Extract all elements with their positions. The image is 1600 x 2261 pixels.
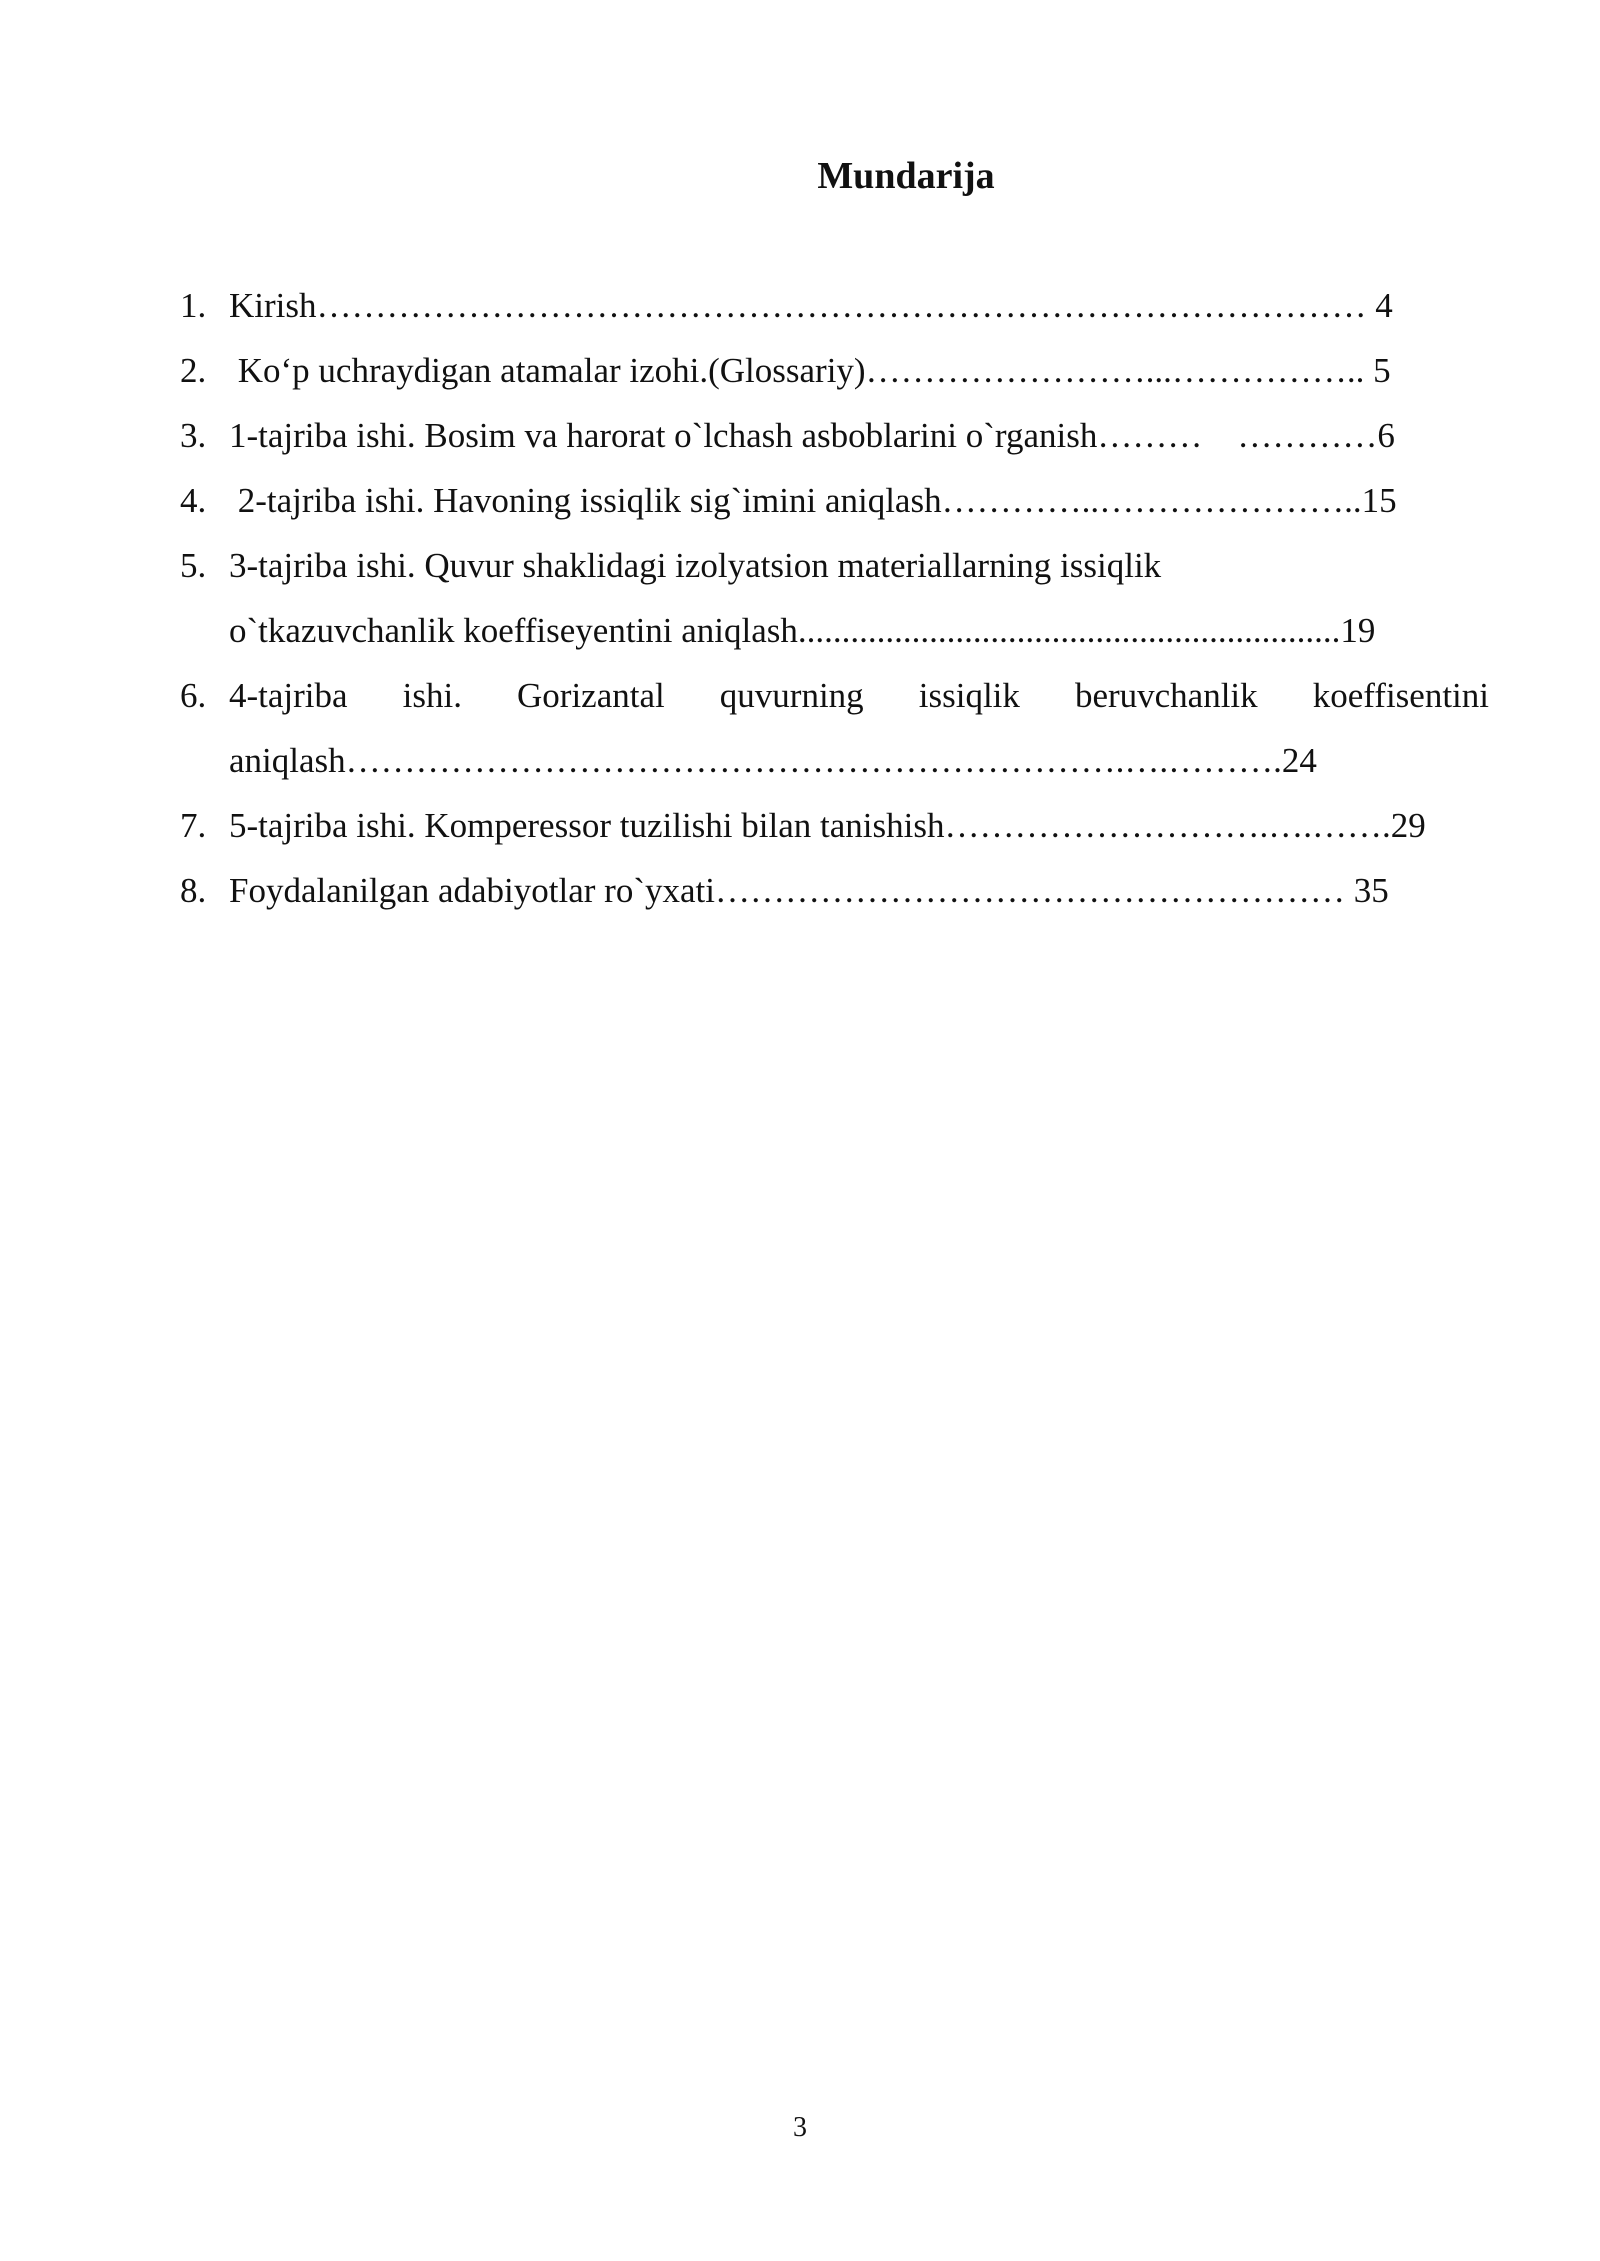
toc-item-number: 4.	[180, 481, 207, 520]
toc-item-number: 2.	[180, 351, 207, 390]
toc-word: koeffisentini	[1312, 676, 1489, 715]
toc-item-text: 3-tajriba ishi. Quvur shaklidagi izolyatsion materiallarning issiqlik	[229, 546, 1162, 585]
toc-item-number: 6.	[180, 676, 207, 715]
toc-item-6	[180, 670, 229, 722]
toc-item-text: Kirish……………………………………………………………………………… 4	[229, 286, 1393, 325]
toc-item-6-justified-text	[229, 670, 1489, 722]
toc-item-text: Foydalanilgan adabiyotlar ro`yxati……………………………………………… 35	[229, 871, 1389, 910]
toc-item-7	[180, 800, 1426, 852]
toc-item-3	[180, 410, 1395, 462]
toc-item-6-continuation: aniqlash………………………………………………………….….……….24	[229, 741, 1317, 780]
toc-word: beruvchanlik	[1074, 676, 1258, 715]
toc-word: issiqlik	[918, 676, 1020, 715]
toc-item-text: Ko‘p uchraydigan atamalar izohi.(Glossariy)……………………...…………….. 5	[229, 351, 1391, 390]
toc-item-text: 5-tajriba ishi. Komperessor tuzilishi bilan tanishish……………………….….…….29	[229, 806, 1426, 845]
toc-word: Gorizantal	[517, 676, 665, 715]
toc-item-text: 2-tajriba ishi. Havoning issiqlik sig`imini aniqlash…………..…………………..15	[229, 481, 1397, 520]
toc-item-number: 8.	[180, 871, 207, 910]
toc-item-1	[180, 280, 1393, 332]
toc-item-number: 1.	[180, 286, 207, 325]
toc-item-5	[180, 540, 1161, 592]
page-title: Mundarija	[817, 155, 995, 197]
toc-item-2	[180, 345, 1391, 397]
toc-word: 4-tajriba	[229, 676, 348, 715]
page-number: 3	[793, 2112, 807, 2143]
toc-item-number: 7.	[180, 806, 207, 845]
toc-item-text: 1-tajriba ishi. Bosim va harorat o`lchash asboblarini o`rganish……… …………6	[229, 416, 1395, 455]
toc-word: ishi.	[402, 676, 462, 715]
toc-item-number: 5.	[180, 546, 207, 585]
toc-item-8	[180, 865, 1389, 917]
toc-item-5-continuation: o`tkazuvchanlik koeffiseyentini aniqlash..............................................................19	[229, 611, 1376, 650]
toc-word: quvurning	[719, 676, 864, 715]
toc-item-number: 3.	[180, 416, 207, 455]
toc-item-4	[180, 475, 1397, 527]
